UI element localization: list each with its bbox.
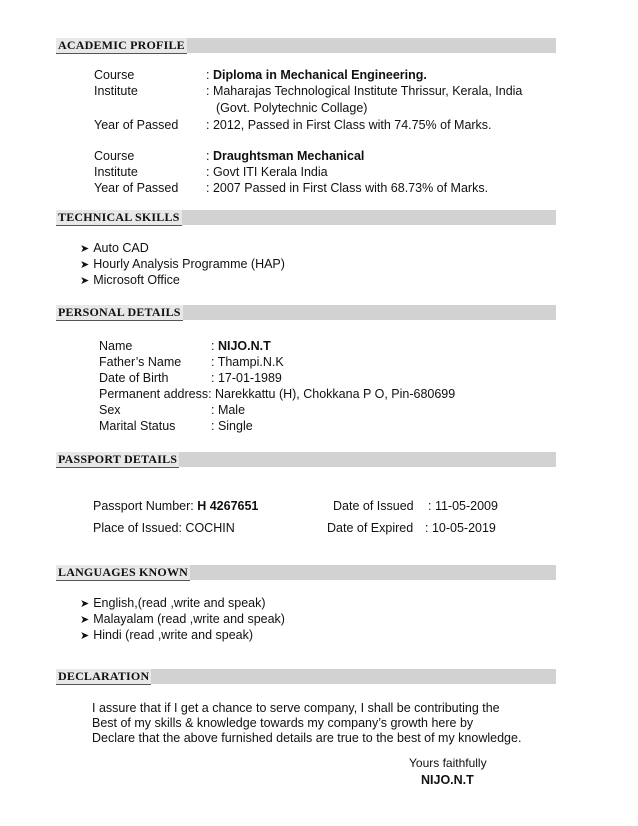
list-item xyxy=(80,595,266,612)
father-value: : Thampi.N.K xyxy=(211,355,284,369)
course1-value-text: Diploma in Mechanical Engineering. xyxy=(212,68,427,82)
list-item xyxy=(80,272,180,289)
section-heading-personal: PERSONAL DETAILS xyxy=(58,305,181,319)
section-bar-academic xyxy=(56,38,556,53)
language-text: English,(read ,write and speak) xyxy=(93,596,266,610)
year1-value: : 2012, Passed in First Class with 74.75% of Marks. xyxy=(206,118,492,132)
expired-date-value: : 10-05-2019 xyxy=(425,521,496,535)
list-item xyxy=(80,627,253,644)
year1-label: Year of Passed xyxy=(94,118,179,132)
list-item xyxy=(80,240,149,257)
list-item xyxy=(80,611,285,628)
arrow-bullet-icon: ➤ xyxy=(80,275,90,287)
sex-label: Sex xyxy=(99,403,121,417)
language-text: Malayalam (read ,write and speak) xyxy=(93,612,285,626)
course1-value: : Diploma in Mechanical Engineering. xyxy=(206,68,427,82)
sex-value: : Male xyxy=(211,403,246,417)
expired-date-label: Date of Expired xyxy=(327,521,414,535)
signature-name: NIJO.N.T xyxy=(421,773,474,787)
section-bar-technical xyxy=(56,210,556,225)
section-bar-declaration xyxy=(56,669,556,684)
dob-value: : 17-01-1989 xyxy=(211,371,282,385)
name-label: Name xyxy=(99,339,133,353)
declaration-line3: Declare that the above furnished details are true to the best of my knowledge. xyxy=(92,731,522,745)
section-heading-technical: TECHNICAL SKILLS xyxy=(58,210,180,224)
section-heading-passport: PASSPORT DETAILS xyxy=(58,452,178,466)
arrow-bullet-icon: ➤ xyxy=(80,614,90,626)
section-heading-academic: ACADEMIC PROFILE xyxy=(58,38,185,52)
father-label: Father’s Name xyxy=(99,355,182,369)
passport-number-label: Passport Number: xyxy=(93,499,198,513)
section-bar-languages xyxy=(56,565,556,580)
dob-label: Date of Birth xyxy=(99,371,169,385)
declaration-line2: Best of my skills & knowledge towards my company’s growth here by xyxy=(92,716,474,730)
arrow-bullet-icon: ➤ xyxy=(80,243,90,255)
declaration-line1: I assure that if I get a chance to serve company, I shall be contributing the xyxy=(92,701,500,715)
institute1-value: : Maharajas Technological Institute Thrissur, Kerala, India xyxy=(206,84,523,98)
institute1-label: Institute xyxy=(94,84,138,98)
closing-text: Yours faithfully xyxy=(409,756,487,770)
skill-text: Hourly Analysis Programme (HAP) xyxy=(93,257,285,271)
name-value-text: NIJO.N.T xyxy=(217,339,271,353)
address-line: Permanent address: Narekkattu (H), Chokkana P O, Pin-680699 xyxy=(99,387,456,401)
arrow-bullet-icon: ➤ xyxy=(80,259,90,271)
section-heading-languages: LANGUAGES KNOWN xyxy=(58,565,189,579)
skill-text: Microsoft Office xyxy=(93,273,180,287)
marital-label: Marital Status xyxy=(99,419,176,433)
arrow-bullet-icon: ➤ xyxy=(80,598,90,610)
section-heading-declaration: DECLARATION xyxy=(58,669,150,683)
issued-date-label: Date of Issued xyxy=(333,499,414,513)
course2-label: Course xyxy=(94,149,135,163)
year2-label: Year of Passed xyxy=(94,181,179,195)
institute1-value-line2: (Govt. Polytechnic Collage) xyxy=(216,101,368,115)
course2-value-text: Draughtsman Mechanical xyxy=(212,149,365,163)
skill-text: Auto CAD xyxy=(93,241,149,255)
language-text: Hindi (read ,write and speak) xyxy=(93,628,254,642)
section-bar-personal xyxy=(56,305,556,320)
institute2-label: Institute xyxy=(94,165,138,179)
course1-label: Course xyxy=(94,68,135,82)
marital-value: : Single xyxy=(211,419,253,433)
year2-value: : 2007 Passed in First Class with 68.73% of Marks. xyxy=(206,181,489,195)
course2-value: : Draughtsman Mechanical xyxy=(206,149,365,163)
passport-number-value: H 4267651 xyxy=(197,499,259,513)
institute2-value: : Govt ITI Kerala India xyxy=(206,165,328,179)
arrow-bullet-icon: ➤ xyxy=(80,630,90,642)
section-bar-passport xyxy=(56,452,556,467)
passport-number xyxy=(93,498,258,514)
name-value: : NIJO.N.T xyxy=(211,339,271,353)
place-issued: Place of Issued: COCHIN xyxy=(93,521,235,535)
issued-date-value: : 11-05-2009 xyxy=(428,499,498,513)
list-item xyxy=(80,256,285,273)
